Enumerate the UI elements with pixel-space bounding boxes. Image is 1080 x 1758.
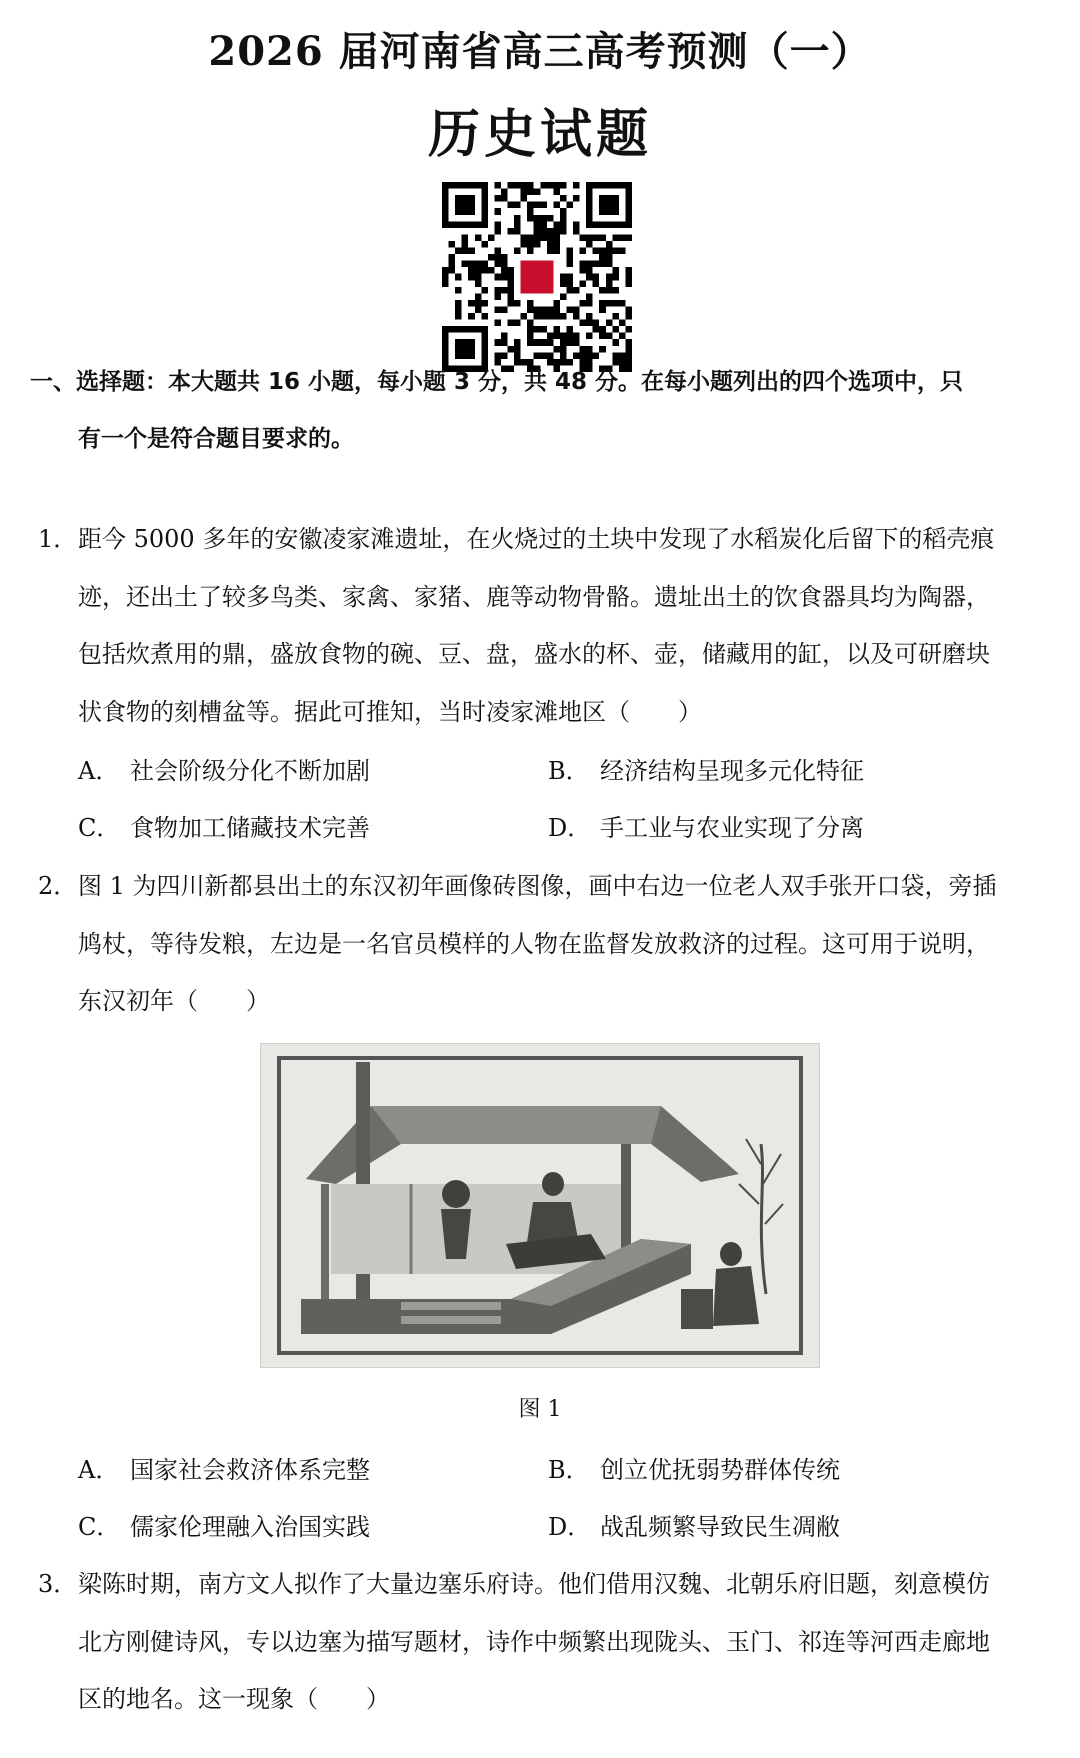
- question-line: 包括炊煮用的鼎，盛放食物的碗、豆、盘，盛水的杯、壶，储藏用的缸，以及可研磨块: [78, 640, 990, 668]
- option-text: 国家社会救济体系完整: [130, 1456, 370, 1484]
- option-text: 经济结构呈现多元化特征: [600, 757, 864, 785]
- figure-brick-relief: [260, 1043, 820, 1368]
- question-line: 东汉初年（ ）: [78, 987, 270, 1015]
- option-1d[interactable]: [548, 800, 864, 857]
- qr-code-icon[interactable]: [442, 182, 632, 372]
- option-2b[interactable]: [548, 1442, 840, 1499]
- subject-title: 历史试题: [427, 104, 652, 165]
- question-line: 北方刚健诗风，专以边塞为描写题材，诗作中频繁出现陇头、玉门、祁连等河西走廊地: [78, 1627, 990, 1656]
- option-2a[interactable]: [78, 1442, 370, 1499]
- option-2d[interactable]: [548, 1499, 840, 1556]
- option-letter: C．: [78, 1513, 121, 1541]
- option-text: 食物加工储藏技术完善: [130, 814, 370, 842]
- question-number: 3．: [38, 1570, 78, 1598]
- question-line: 状食物的刻槽盆等。据此可推知，当时凌家滩地区（ ）: [78, 697, 702, 726]
- question-1: [38, 511, 1056, 741]
- option-letter: D．: [548, 814, 592, 842]
- option-text: 社会阶级分化不断加剧: [130, 757, 370, 785]
- option-text: 创立优抚弱势群体传统: [600, 1456, 840, 1484]
- question-line: 梁陈时期，南方文人拟作了大量边塞乐府诗。他们借用汉魏、北朝乐府旧题，刻意模仿: [78, 1570, 990, 1598]
- question-line: 图 1 为四川新都县出土的东汉初年画像砖图像，画中右边一位老人双手张开口袋，旁插: [78, 872, 997, 900]
- section-heading-line2: 有一个是符合题目要求的。: [78, 426, 354, 452]
- exam-title: 2026 届河南省高三高考预测（一）: [208, 28, 872, 75]
- option-1c[interactable]: [78, 800, 370, 857]
- option-1b[interactable]: [548, 743, 864, 800]
- question-line: 迹，还出土了较多鸟类、家禽、家猪、鹿等动物骨骼。遗址出土的饮食器具均为陶器，: [78, 582, 990, 611]
- question-number: 2．: [38, 872, 78, 900]
- section-heading: [30, 354, 1050, 468]
- question-2: [38, 858, 1056, 1031]
- option-2c[interactable]: [78, 1499, 370, 1556]
- option-letter: B．: [548, 757, 590, 785]
- option-text: 儒家伦理融入治国实践: [130, 1513, 370, 1541]
- option-letter: C．: [78, 814, 121, 842]
- question-line: 距今 5000 多年的安徽凌家滩遗址，在火烧过的土块中发现了水稻炭化后留下的稻壳痕: [78, 525, 995, 553]
- question-line: 鸠杖，等待发粮，左边是一名官员模样的人物在监督发放救济的过程。这可用于说明，: [78, 929, 990, 958]
- option-text: 手工业与农业实现了分离: [600, 814, 864, 842]
- option-letter: A．: [78, 757, 120, 785]
- option-1a[interactable]: [78, 743, 370, 800]
- question-3: [38, 1556, 1056, 1729]
- option-text: 战乱频繁导致民生凋敝: [600, 1513, 840, 1541]
- question-number: 1．: [38, 525, 78, 553]
- option-letter: A．: [78, 1456, 120, 1484]
- figure-caption: 图 1: [518, 1397, 562, 1422]
- question-line: 区的地名。这一现象（ ）: [78, 1685, 390, 1713]
- option-letter: B．: [548, 1456, 590, 1484]
- section-heading-line1: 一、选择题：本大题共 16 小题，每小题 3 分，共 48 分。在每小题列出的四个选项中，只: [30, 369, 964, 395]
- option-letter: D．: [548, 1513, 592, 1541]
